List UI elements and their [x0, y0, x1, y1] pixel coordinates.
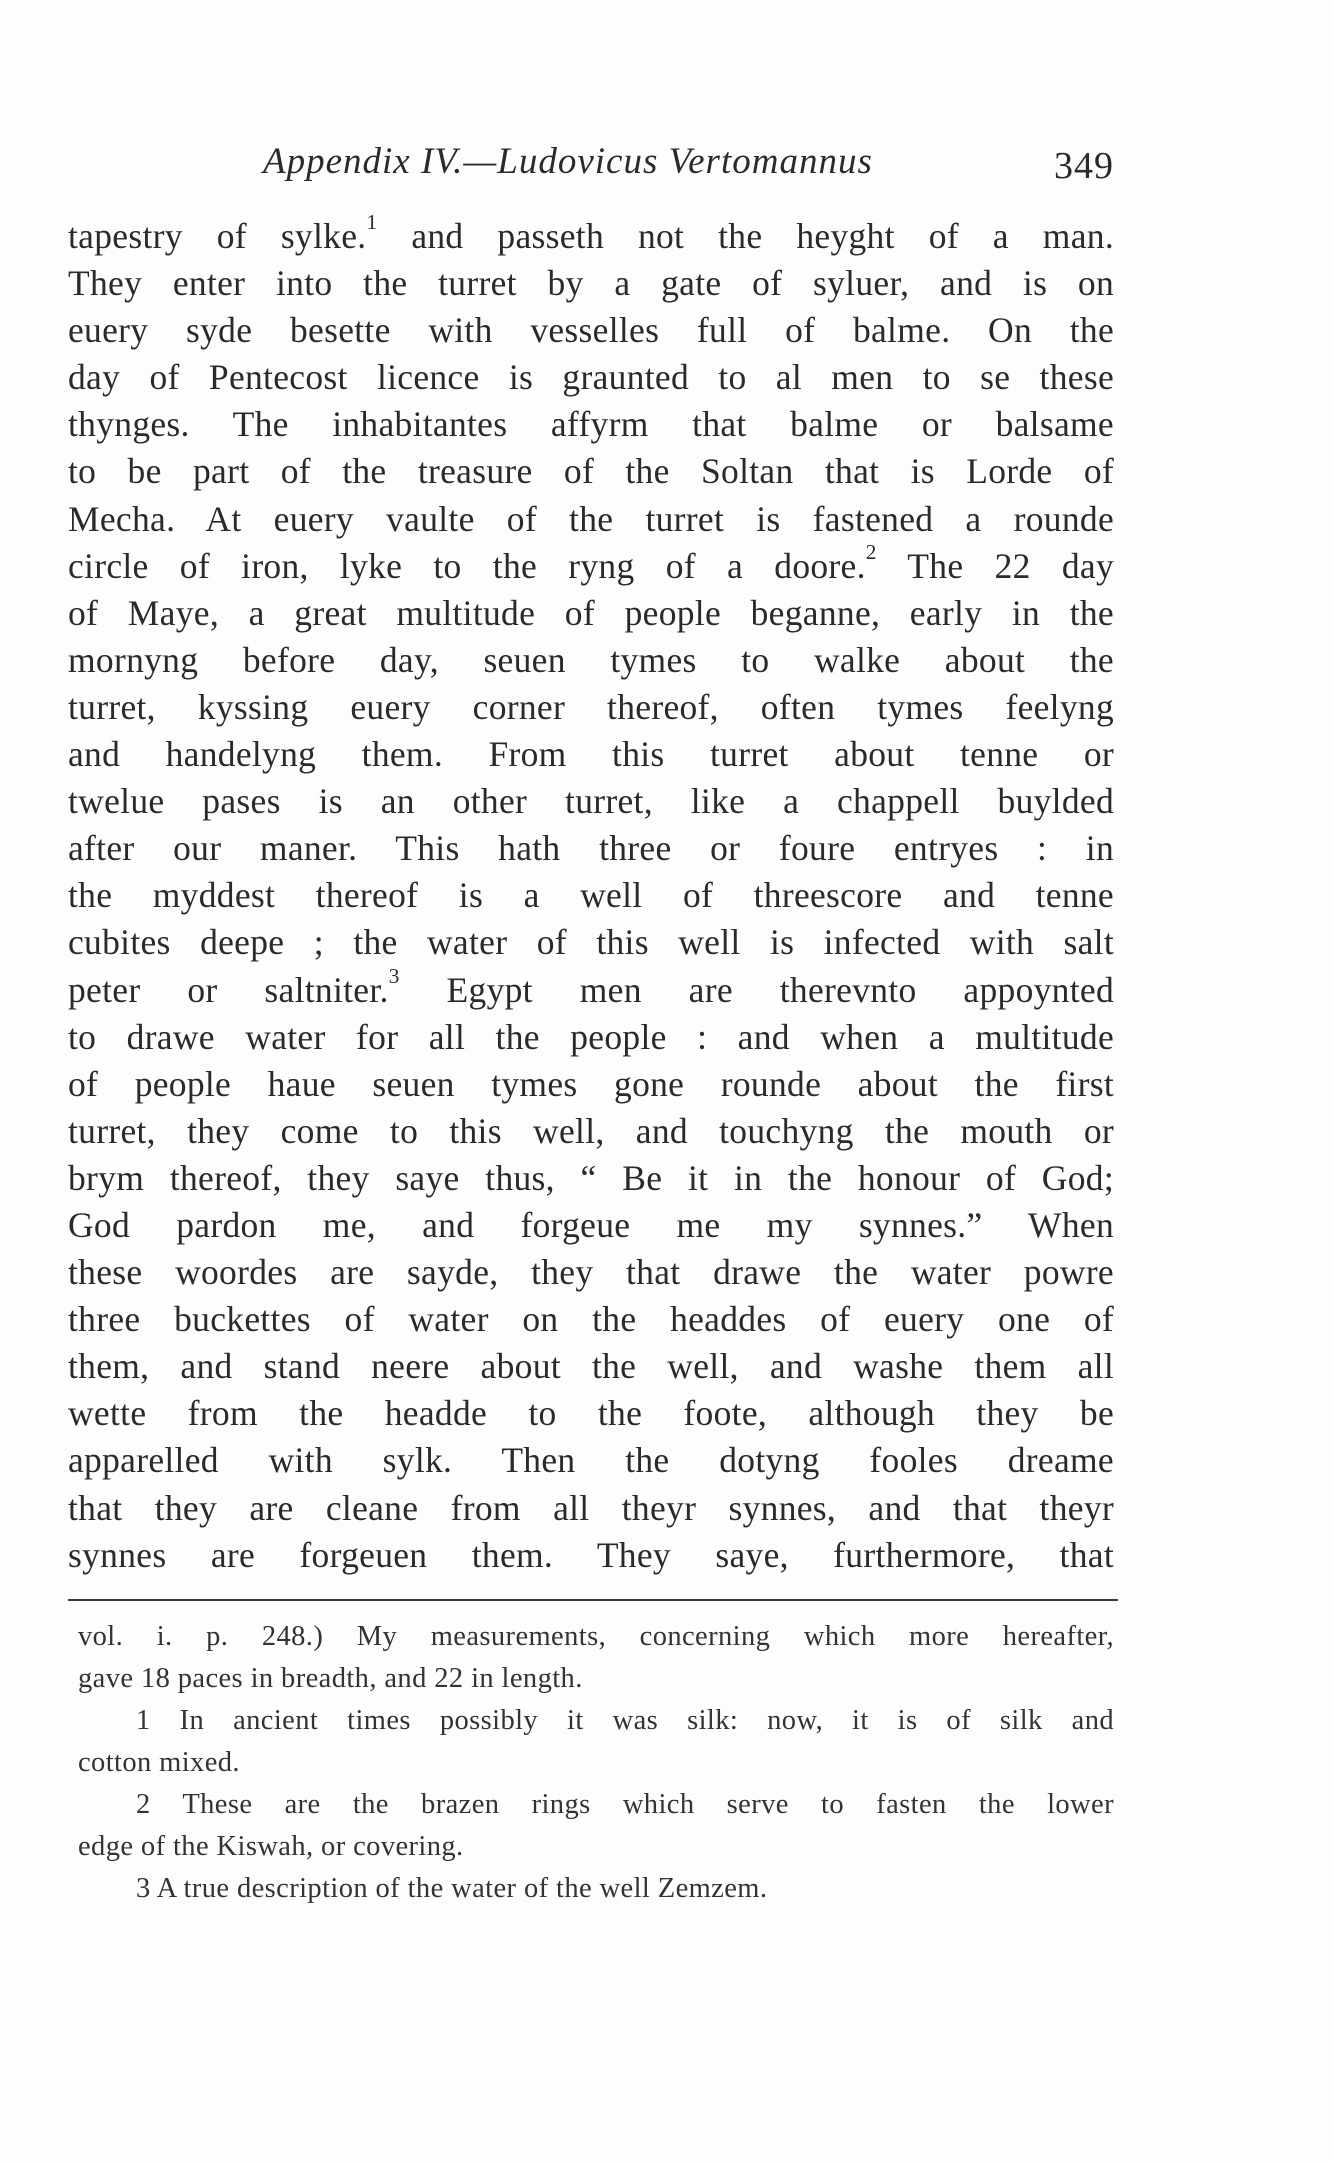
footnote-rule [68, 1599, 1118, 1601]
body-line: apparelled with sylk. Then the dotyng fooles dreame [68, 1440, 1114, 1481]
page-number: 349 [1054, 145, 1114, 187]
body-line: them, and stand neere about the well, and washe them all [68, 1346, 1114, 1387]
footnote-1-continued: cotton mixed. [78, 1747, 240, 1778]
footnote-reference: 1 [366, 209, 378, 234]
body-line: three buckettes of water on the headdes of euery one of [68, 1299, 1114, 1340]
body-line: these woordes are sayde, they that drawe the water powre [68, 1252, 1114, 1293]
footnotes [78, 1616, 1114, 1910]
footnote-reference: 3 [388, 963, 400, 988]
body-line: of Maye, a great multitude of people beganne, early in the [68, 592, 1114, 633]
running-title: Appendix IV.—Ludovicus Vertomannus [263, 141, 873, 182]
body-line: the myddest thereof is a well of threescore and tenne [68, 875, 1114, 916]
body-line: Mecha. At euery vaulte of the turret is fastened a rounde [68, 498, 1114, 539]
body-line: cubites deepe ; the water of this well is infected with salt [68, 922, 1114, 963]
body-line: circle of iron, lyke to the ryng of a doore.$^2$ The 22 day [68, 539, 1115, 586]
body-line: tapestry of sylke.$^1$ and passeth not the heyght of a man. [68, 209, 1114, 256]
footnote-3: 3 A true description of the water of the well Zemzem. [136, 1873, 768, 1904]
body-line: synnes are forgeuen them. They saye, furthermore, that [68, 1534, 1114, 1575]
footnote-continued-line: gave 18 paces in breadth, and 22 in length. [78, 1663, 583, 1694]
running-head [68, 132, 1114, 192]
footnote-2: 2 These are the brazen rings which serve to fasten the lower [136, 1789, 1114, 1820]
body-line: that they are cleane from all theyr synnes, and that theyr [68, 1487, 1114, 1528]
footnote-1: 1 In ancient times possibly it was silk: now, it is of silk and [136, 1705, 1114, 1736]
footnote-reference: 2 [865, 539, 877, 564]
body-line: to drawe water for all the people : and when a multitude [68, 1016, 1114, 1057]
body-line: mornyng before day, seuen tymes to walke about the [68, 639, 1114, 680]
body-line: wette from the headde to the foote, although they be [68, 1393, 1114, 1434]
body-text [68, 209, 1115, 1579]
footnote-2-continued: edge of the Kiswah, or covering. [78, 1831, 464, 1862]
body-line: turret, they come to this well, and touchyng the mouth or [68, 1110, 1114, 1151]
body-line: brym thereof, they saye thus, “ Be it in the honour of God; [68, 1157, 1114, 1198]
body-line: day of Pentecost licence is graunted to al men to se these [68, 357, 1114, 398]
body-line: They enter into the turret by a gate of syluer, and is on [68, 263, 1114, 304]
footnote-continued-line: vol. i. p. 248.) My measurements, concerning which more hereafter, [78, 1621, 1114, 1652]
body-line: euery syde besette with vesselles full of balme. On the [68, 310, 1114, 351]
body-line: twelue pases is an other turret, like a chappell buylded [68, 781, 1114, 822]
body-line: thynges. The inhabitantes affyrm that balme or balsame [68, 404, 1114, 445]
body-line: peter or saltniter.$^3$ Egypt men are therevnto appoynted [68, 963, 1114, 1010]
body-line: to be part of the treasure of the Soltan that is Lorde of [68, 451, 1114, 492]
body-line: turret, kyssing euery corner thereof, often tymes feelyng [68, 686, 1114, 727]
body-line: of people haue seuen tymes gone rounde about the first [68, 1063, 1114, 1104]
body-line: God pardon me, and forgeue me my synnes.” When [68, 1204, 1114, 1245]
body-line: after our maner. This hath three or foure entryes : in [68, 828, 1114, 869]
body-line: and handelyng them. From this turret about tenne or [68, 734, 1114, 775]
